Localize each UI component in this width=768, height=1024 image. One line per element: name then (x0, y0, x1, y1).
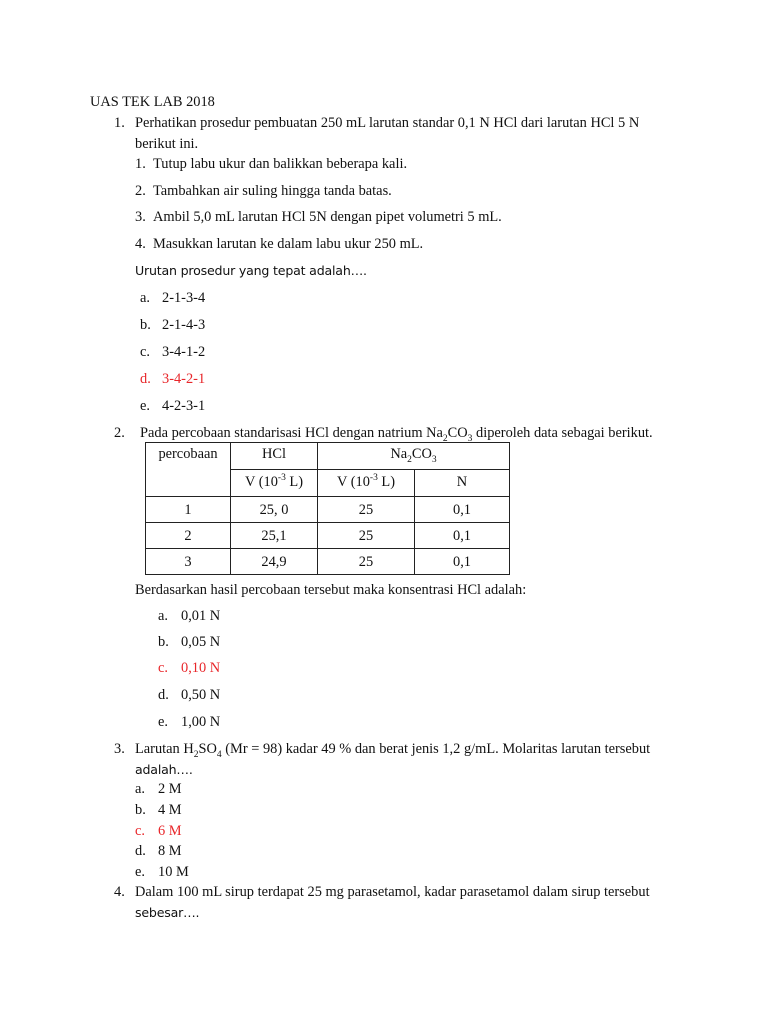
table-cell: 2 (146, 523, 231, 549)
option-text-correct: 3-4-2-1 (162, 371, 206, 387)
option-text: 0,05 N (181, 634, 221, 650)
table-cell: 25 (318, 497, 415, 523)
step-number: 2. (135, 183, 146, 199)
option-letter: b. (140, 317, 151, 333)
table-row (146, 497, 510, 523)
option-text-correct: 0,10 N (181, 660, 221, 676)
option-letter-correct: c. (135, 823, 145, 839)
option-text: 8 M (158, 843, 182, 859)
option-text: 0,01 N (181, 608, 221, 624)
option-text: 2 M (158, 781, 182, 797)
option-letter: e. (158, 714, 168, 730)
question-3-number: 3. (114, 741, 125, 757)
table-cell: 0,1 (415, 523, 510, 549)
option-letter: d. (135, 843, 146, 859)
step-text: Tambahkan air suling hingga tanda batas. (153, 183, 392, 199)
question-1-text: Perhatikan prosedur pembuatan 250 mL larutan standar 0,1 N HCl dari larutan HCl 5 N (135, 115, 640, 131)
option-text: 2-1-4-3 (162, 317, 206, 333)
table-row (146, 549, 510, 575)
option-letter-correct: d. (140, 371, 151, 387)
table-cell: 25, 0 (231, 497, 318, 523)
option-letter-correct: c. (158, 660, 168, 676)
question-2-prompt: Berdasarkan hasil percobaan tersebut maka konsentrasi HCl adalah: (135, 582, 527, 598)
table-cell: 24,9 (231, 549, 318, 575)
question-4-text: Dalam 100 mL sirup terdapat 25 mg parasetamol, kadar parasetamol dalam sirup tersebut (135, 884, 650, 900)
step-text: Tutup labu ukur dan balikkan beberapa kali. (153, 156, 408, 172)
page-title: UAS TEK LAB 2018 (90, 94, 215, 110)
question-2-text: Pada percobaan standarisasi HCl dengan natrium $Na_2CO_3$ diperoleh data sebagai berikut. (140, 425, 653, 444)
option-letter: a. (135, 781, 145, 797)
data-table (145, 442, 510, 575)
table-header-volume: V ($10^{-3}$ L) (231, 470, 318, 497)
question-2-number: 2. (114, 425, 125, 441)
question-4-number: 4. (114, 884, 125, 900)
table-cell: 0,1 (415, 497, 510, 523)
table-cell: 1 (146, 497, 231, 523)
option-text-correct: 6 M (158, 823, 182, 839)
table-header-n: N (415, 470, 510, 497)
table-row (146, 523, 510, 549)
option-letter: d. (158, 687, 169, 703)
option-letter: e. (135, 864, 145, 880)
step-number: 1. (135, 156, 146, 172)
table-header-volume: V ($10^{-3}$ L) (318, 470, 415, 497)
option-text: 10 M (158, 864, 189, 880)
step-text: Ambil 5,0 mL larutan HCl 5N dengan pipet volumetri 5 mL. (153, 209, 502, 225)
option-text: 2-1-3-4 (162, 290, 206, 306)
option-text: 4 M (158, 802, 182, 818)
table-cell: 3 (146, 549, 231, 575)
option-letter: b. (158, 634, 169, 650)
step-number: 3. (135, 209, 146, 225)
table-cell: 25,1 (231, 523, 318, 549)
option-text: 3-4-1-2 (162, 344, 206, 360)
option-letter: a. (140, 290, 150, 306)
table-cell: 25 (318, 523, 415, 549)
option-text: 1,00 N (181, 714, 221, 730)
option-letter: c. (140, 344, 150, 360)
option-letter: e. (140, 398, 150, 414)
step-number: 4. (135, 236, 146, 252)
table-cell: 25 (318, 549, 415, 575)
option-text: 4-2-3-1 (162, 398, 206, 414)
table-header-na2co3: $Na_2CO_3$ (318, 443, 510, 470)
table-header-percobaan: percobaan (146, 443, 231, 497)
question-1-text-cont: berikut ini. (135, 136, 199, 152)
table-cell: 0,1 (415, 549, 510, 575)
question-1-number: 1. (114, 115, 125, 131)
question-3-text-cont: adalah…. (135, 762, 193, 777)
table-header-hcl: HCl (231, 443, 318, 470)
question-4-text-cont: sebesar…. (135, 905, 200, 920)
option-text: 0,50 N (181, 687, 221, 703)
option-letter: b. (135, 802, 146, 818)
question-3-text: Larutan $H_2SO_4$ (Mr = 98) kadar 49 % dan berat jenis 1,2 g/mL. Molaritas larutan tersebut (135, 741, 651, 760)
question-1-prompt: Urutan prosedur yang tepat adalah…. (135, 263, 367, 278)
step-text: Masukkan larutan ke dalam labu ukur 250 mL. (153, 236, 424, 252)
option-letter: a. (158, 608, 168, 624)
